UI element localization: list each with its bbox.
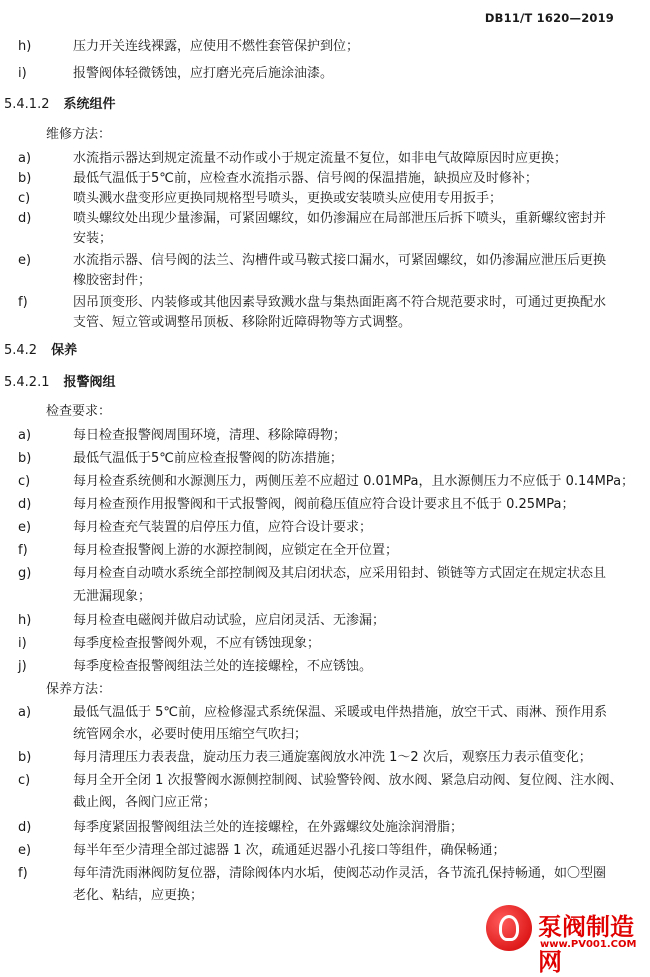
item-label: c) [18, 474, 31, 489]
item-label: e) [18, 253, 32, 268]
item-text: 每月检查电磁阀并做启动试验，应启闭灵活、无渗漏； [73, 613, 386, 628]
item-label: i) [18, 636, 27, 651]
section-heading-5421 [4, 375, 116, 391]
item-text: 水流指示器、信号阀的法兰、沟槽件或马鞍式接口漏水，可紧固螺纹，如仍渗漏应泄压后更换 [73, 253, 607, 268]
item-text: 每半年至少清理全部过滤器 1 次，疏通延迟器小孔接口等组件，确保畅通； [73, 843, 506, 858]
item-text: 每季度紧固报警阀组法兰处的连接螺栓，在外露螺纹处施涂润滑脂； [73, 820, 464, 835]
item-text: 因吊顶变形、内装修或其他因素导致溅水盘与集热面距离不符合规范要求时，可通过更换配水 [73, 295, 607, 310]
section-number: 5.4.2 [4, 343, 38, 358]
item-text: 水流指示器达到规定流量不动作或小于规定流量不复位，如非电气故障原因时应更换； [73, 151, 568, 166]
item-label: c) [18, 191, 31, 206]
item-text: 每月检查预作用报警阀和干式报警阀，阀前稳压值应符合设计要求且不低于 0.25MPa； [73, 497, 575, 512]
item-text: 老化、粘结，应更换； [73, 888, 204, 903]
item-label: b) [18, 750, 32, 765]
item-label: a) [18, 705, 32, 720]
item-text: 报警阀体轻微锈蚀，应打磨光亮后施涂油漆。 [73, 66, 334, 81]
item-label: f) [18, 543, 28, 558]
item-label: a) [18, 428, 32, 443]
check-intro: 检查要求： [46, 404, 112, 419]
section-title: 报警阀组 [63, 375, 116, 390]
section-number: 5.4.2.1 [4, 375, 50, 390]
item-text: 每月检查报警阀上游的水源控制阀，应锁定在全开位置； [73, 543, 399, 558]
section-number: 5.4.1.2 [4, 97, 50, 112]
item-text: 最低气温低于5℃前应检查报警阀的防冻措施； [73, 451, 343, 466]
item-label: e) [18, 520, 32, 535]
watermark-site-name: 泵阀制造网 [538, 913, 634, 976]
maint-intro: 保养方法： [46, 682, 112, 697]
item-label: b) [18, 171, 32, 186]
item-text: 压力开关连线裸露，应使用不燃性套管保护到位； [73, 39, 360, 54]
item-text: 喷头螺纹处出现少量渗漏，可紧固螺纹，如仍渗漏应在局部泄压后拆下喷头，重新螺纹密封并 [73, 211, 607, 226]
item-text: 最低气温低于 5℃前，应检修湿式系统保温、采暖或电伴热措施，放空干式、雨淋、预作用系 [73, 705, 608, 720]
document-code-header: DB11/T 1620—2019 [484, 11, 614, 25]
valve-logo-icon [486, 905, 532, 951]
repair-intro: 维修方法： [46, 127, 112, 142]
item-label: f) [18, 295, 28, 310]
item-text: 无泄漏现象； [73, 589, 152, 604]
item-label: b) [18, 451, 32, 466]
item-text: 截止阀，各阀门应正常； [73, 795, 217, 810]
item-text: 每月检查充气装置的启停压力值，应符合设计要求； [73, 520, 373, 535]
item-text: 每季度检查报警阀外观，不应有锈蚀现象； [73, 636, 321, 651]
item-label: i) [18, 66, 27, 81]
item-text: 最低气温低于5℃前，应检查水流指示器、信号阀的保温措施，缺损应及时修补； [73, 171, 538, 186]
item-text: 每月检查系统侧和水源测压力，两侧压差不应超过 0.01MPa，且水源侧压力不应低于 0.14MPa； [73, 474, 635, 489]
section-title: 系统组件 [63, 97, 116, 112]
item-text: 橡胶密封件； [73, 273, 152, 288]
item-text: 每月全开全闭 1 次报警阀水源侧控制阀、试验警铃阀、放水阀、紧急启动阀、复位阀、注水阀、 [73, 773, 623, 788]
item-text: 统管网余水，必要时使用压缩空气吹扫； [73, 727, 308, 742]
item-text: 每月检查自动喷水系统全部控制阀及其启闭状态，应采用铅封、锁链等方式固定在规定状态且 [73, 566, 607, 581]
item-label: d) [18, 820, 32, 835]
item-label: j) [18, 659, 27, 674]
item-label: e) [18, 843, 32, 858]
section-heading-542 [4, 343, 77, 359]
site-watermark [486, 905, 646, 976]
item-label: d) [18, 211, 32, 226]
item-text: 安装； [73, 231, 113, 246]
section-title: 保养 [51, 343, 78, 358]
item-label: a) [18, 151, 32, 166]
item-text: 每年清洗雨淋阀防复位器，清除阀体内水垢，使阀芯动作灵活，各节流孔保持畅通，如〇型圈 [73, 866, 607, 881]
watermark-url: www.PV001.COM [540, 939, 637, 950]
item-label: d) [18, 497, 32, 512]
item-label: c) [18, 773, 31, 788]
section-heading-5412 [4, 97, 116, 113]
item-label: f) [18, 866, 28, 881]
item-text: 每月清理压力表表盘，旋动压力表三通旋塞阀放水冲洗 1～2 次后，观察压力表示值变化； [73, 750, 592, 765]
item-label: h) [18, 613, 32, 628]
item-text: 喷头溅水盘变形应更换同规格型号喷头，更换或安装喷头应使用专用扳手； [73, 191, 503, 206]
item-text: 每季度检查报警阀组法兰处的连接螺栓，不应锈蚀。 [73, 659, 373, 674]
item-label: g) [18, 566, 32, 581]
item-text: 每日检查报警阀周围环境，清理、移除障碍物； [73, 428, 347, 443]
item-label: h) [18, 39, 32, 54]
item-text: 支管、短立管或调整吊顶板、移除附近障碍物等方式调整。 [73, 315, 412, 330]
